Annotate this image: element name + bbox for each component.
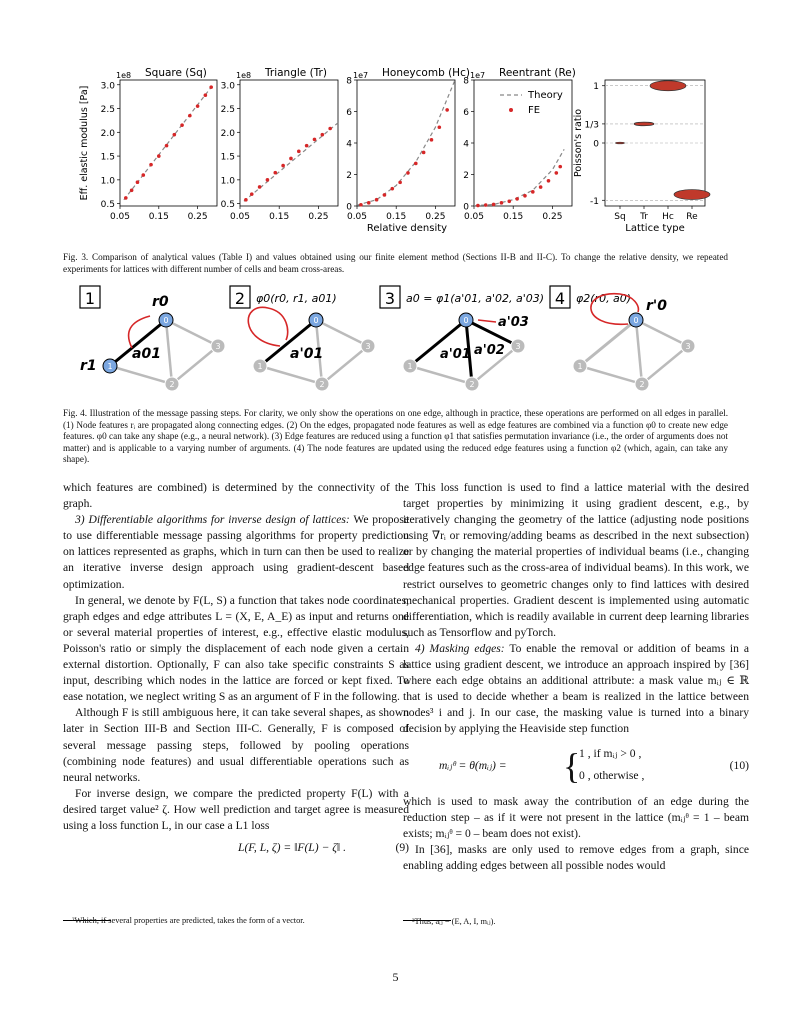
graph-node-label: 2 [639,380,645,389]
equation-10 [403,744,749,790]
x-tick-label: 0.15 [148,212,169,222]
y-tick-label: 1/3 [584,120,599,131]
graph-node-label: 1 [257,362,263,371]
fe-point [422,151,426,155]
fig4-panel-4 [550,286,695,391]
graph-edge [172,346,218,384]
legend [500,90,563,116]
panel-number: 2 [234,289,246,308]
fe-point [507,199,511,203]
axis-exponent: 1e8 [236,71,252,80]
graph-edge [260,366,322,384]
violin-Tr [634,122,654,126]
fe-point [476,204,480,208]
section-heading-3: 3) Differentiable algorithms for inverse design of lattices: [75,513,350,527]
right-p4: In [36], masks are only used to remove edges from a graph, since enabling adding edges between all possible nodes would [403,842,749,872]
equation-9-body: L(F, L, ζ) = ‖F(L) − ζ‖ . [238,841,346,855]
plot-title: Reentrant (Re) [499,67,576,79]
y-tick-label: 8 [463,76,469,87]
equation-9-number: (9) [395,841,409,855]
left-p2-text: We propose to use differentiable message passing algorithms for property prediction on lattices represented as graphs, which in turn can then be used to realize an iterative inverse design approach using gradient-descent based optimization. [63,513,409,591]
fe-point [515,197,519,201]
label-r-prime-0: r'0 [646,298,667,314]
graph-node-label: 3 [365,342,371,351]
label-a-prime-02: a'02 [474,343,505,358]
right-p1: This loss function is used to find a lattice material with the desired target properties by minimizing it using gradient descent, e.g., by iteratively changing the geometry of the lattice (adjusting node positions using ∇rᵢ or removing/adding beams as described in the next subsection) or by changing the material properties of individual beams (i.e., changing edge features such as the cross-area of individual beams). In this work, we restrict ourselves to geometric changes only to find lattices with desired mechanical properties. Gradient descent is implemented using automatic differentiation, which is readily available in current deep learning libraries such as Tensorflow and pyTorch. [403,481,749,639]
panel-number: 1 [84,289,96,308]
fe-point [523,194,527,198]
fe-point [209,85,213,89]
fe-point [406,171,410,175]
label-a-prime-01: a'01 [440,347,471,362]
plot-frame [240,80,338,206]
axis-exponent: 1e7 [470,71,486,80]
left-p4: Although F is still ambiguous here, it can take several shapes, as shown later in Section III-B and Section III-C. Generally, F is composed of several message passing steps, followed by pooling operations (combining node features) and usual differentiable operations such as neural networks. [63,706,409,784]
graph-edge [322,346,368,384]
fig4-caption: Fig. 4. Illustration of the message passing steps. For clarity, we only show the operations on one edge, although in practice, these operations are performed on all edges in parallel. (1) Node features rᵢ are propagated along connecting edges. (2) On the edges, propagated node features as well as edge features are combined via a function φ0 to create new edge features. φ0 can take any shape (e.g., a neural network). (3) Edge features are reduced using a function φ1 that satisfies permutation invariance (i.e., the order of arguments does not matter) and is applicable to a varying number of arguments. (4) The node features are updated using the reduced edge features using a function φ2 (which, again, can take any shape). [63,408,728,465]
x-tick-label: 0.25 [308,212,329,222]
fe-point [430,138,434,142]
panel-formula: φ0(r0, r1, a01) [256,292,337,305]
fe-point [130,189,134,193]
fig4-panel-2 [230,286,375,391]
x-tick-label: 0.15 [269,212,290,222]
fe-point [297,150,301,154]
right-p2-text: To enable the removal or addition of beams in a lattice using gradient descent, we introduce an approach inspired by [36] where each edge obtains an additional attribute: a mask value mᵢⱼ ∈ ℝ that is used to decide whether a beam is realized in the lattice between nodes³ i and j. In our case, the masking value is turned into a binary decision by applying the Heaviside step function [403,641,749,736]
y-tick-label: 2 [463,171,469,181]
graph-node-label: 1 [577,362,583,371]
fe-point [367,201,371,205]
y-tick-label: 1 [593,82,599,93]
panel-number: 4 [554,289,566,308]
legend-fe-swatch [509,108,513,112]
x-tick-label: 0.15 [386,212,407,222]
y-tick-label: 4 [346,139,352,150]
graph-node-label: 3 [515,342,521,351]
page-number: 5 [392,970,399,984]
fe-point [547,179,551,183]
fe-point [438,125,442,129]
fe-point [359,203,363,207]
x-tick-label: 0.25 [542,212,563,222]
graph-node-label: 3 [685,342,691,351]
y-tick-label: 2 [346,171,352,181]
fe-point [149,163,153,167]
fig4-panel-3 [380,286,544,391]
fig4-panel-1 [80,286,225,391]
y-tick-label: 1.5 [220,152,235,163]
x-axis-label: Lattice type [625,223,685,234]
y-tick-label: 2.5 [220,105,235,116]
graph-node-label: 2 [169,380,175,389]
fe-point [375,198,379,202]
x-tick-label: 0.05 [346,212,368,222]
label-a01: a01 [132,346,161,362]
y-tick-label: 1.0 [220,176,235,187]
fe-point [398,181,402,185]
theory-curve [474,149,564,205]
fe-point [273,171,277,175]
fig3-panel-5 [573,80,710,234]
fe-point [157,154,161,158]
fe-point [555,171,559,175]
y-tick-label: 1.5 [100,152,115,163]
fig3-panel-1 [79,67,217,222]
graph-edge [580,366,642,384]
plot-title: Triangle (Tr) [265,67,327,79]
fe-point [558,165,562,169]
y-axis-label: Poisson's ratio [573,108,584,178]
y-tick-label: 6 [346,108,352,118]
panel-formula: φ2(r0, a0) [576,292,632,305]
fe-point [492,203,496,207]
fe-point [539,185,543,189]
fe-point [484,203,488,207]
fe-point [141,173,145,177]
x-tick-label: 0.25 [187,212,208,222]
x-tick-label: 0.05 [463,212,485,222]
left-column [63,480,409,862]
plot-frame [357,80,455,206]
fe-point [188,114,192,118]
fe-point [165,144,169,148]
graph-edge [642,346,688,384]
graph-node-label: 2 [469,380,475,389]
equation-10-lhs: mᵢⱼᶿ = θ(mᵢⱼ) = [439,758,507,772]
fe-point [305,144,309,148]
axis-exponent: 1e8 [116,71,132,80]
x-tick-label: Re [686,212,698,222]
fe-point [328,127,332,131]
x-tick-label: 0.15 [503,212,524,222]
fe-point [383,193,387,197]
y-tick-label: 0.5 [220,200,235,211]
fe-point [390,187,394,191]
label-a-prime-03: a'03 [498,315,529,330]
fe-point [258,185,262,189]
y-tick-label: 1.0 [100,176,115,187]
fig3-panel-2 [221,67,338,222]
fe-point [313,138,317,142]
y-tick-label: 2.0 [220,128,235,139]
fig3-panel-3 [346,67,470,234]
graph-node-label: 0 [313,316,319,325]
graph-node-label: 2 [319,380,325,389]
right-column [403,480,749,874]
graph-node-label: 1 [407,362,413,371]
fe-point [124,196,128,200]
plot-title: Square (Sq) [145,67,207,79]
y-tick-label: 2.5 [100,105,115,116]
plot-title: Honeycomb (Hc) [382,67,470,79]
legend-theory-label: Theory [528,90,563,101]
graph-node-label: 0 [633,316,639,325]
x-tick-label: 0.25 [425,212,446,222]
left-footnote: ²Which, if several properties are predicted, takes the form of a vector. [72,916,305,925]
y-tick-label: 0 [463,202,469,213]
left-p3: In general, we denote by F(L, S) a function that takes node coordinates, graph edges and edge attributes L = (X, E, A_E) as input and returns one or several material properties of interest, e.g., effective elastic modulus, Poisson's ratio or simply the displacement of each node given a certain external distortion. Optionally, F can also take specific constraints S as input, describing which nodes in the lattice are forced or kept fixed. To ease notation, we neglect writing S as an argument of F in the following. [63,593,409,704]
label-r0: r0 [152,294,169,310]
x-tick-label: Tr [640,212,648,222]
axis-exponent: 1e7 [353,71,369,80]
graph-edge [110,366,172,384]
right-footnote: ³Thus, aᵢⱼ = (E, A, I, mᵢⱼ). [412,917,496,926]
x-tick-label: Hc [662,212,674,222]
y-tick-label: 2.0 [100,128,115,139]
graph-node-label: 0 [163,316,169,325]
violin-Hc [650,81,686,91]
graph-edge [636,320,688,346]
y-axis-label: Eff. elastic modulus [Pa] [79,85,90,201]
equation-10-number: (10) [729,758,749,772]
graph-edge [166,320,172,384]
left-p5: For inverse design, we compare the predicted property F(L) with a desired target value² ζ. How well prediction and target agree is measured using a loss function L, in our case a L1 loss [63,786,409,832]
y-tick-label: 8 [346,76,352,87]
y-tick-label: 3.0 [220,81,235,92]
y-tick-label: -1 [590,196,599,207]
equation-9 [63,840,409,862]
graph-edge [410,366,472,384]
combine-arrow [248,307,287,346]
fe-point [204,93,208,97]
fe-point [250,192,254,196]
equation-10-case2: 0 , otherwise , [579,768,645,782]
y-tick-label: 4 [463,139,469,150]
graph-edge-01 [580,320,636,366]
fe-point [136,180,140,184]
fe-point [196,104,200,108]
fe-point [244,198,248,202]
panel-number: 3 [384,289,396,308]
x-tick-label: 0.05 [229,212,251,222]
fe-point [281,164,285,168]
x-tick-label: Sq [614,212,626,222]
y-tick-label: 0 [346,202,352,213]
graph-edge [316,320,368,346]
right-p3: which is used to mask away the contribution of an edge during the reduction step – as if it were not present in the lattice (mᵢⱼᶿ = 1 – beam exists; mᵢⱼᶿ = 0 – beam does not exist). [403,794,749,840]
y-tick-label: 0.5 [100,200,115,211]
y-tick-label: 6 [463,108,469,118]
x-axis-label: Relative density [366,223,448,234]
theory-curve [357,80,455,205]
fig3 [60,58,740,240]
violin-Sq [616,142,625,144]
left-p2 [63,512,409,592]
graph-node-label: 0 [463,316,469,325]
legend-fe-label: FE [528,105,541,116]
graph-node-label: 1 [107,362,113,371]
right-p2 [403,641,749,738]
graph-node-label: 3 [215,342,221,351]
violin-Re [674,190,710,200]
fe-point [500,201,504,205]
fe-point [289,157,293,161]
fe-point [414,162,418,166]
reduce-arrow [478,320,496,322]
fe-point [445,108,449,112]
fe-point [531,190,535,194]
left-p1: which features are combined) is determined by the connectivity of the graph. [63,481,409,511]
label-r1: r1 [80,358,97,374]
fig4 [60,282,740,402]
y-tick-label: 0 [593,139,599,150]
fe-point [180,123,184,127]
graph-edge [636,320,642,384]
panel-formula: a0 = φ1(a'01, a'02, a'03) [406,292,545,305]
equation-10-case1: 1 , if mᵢⱼ > 0 , [579,746,642,760]
fe-point [266,178,270,182]
equation-10-brace: { [563,745,581,786]
graph-edge [166,320,218,346]
fig3-caption: Fig. 3. Comparison of analytical values (Table I) and values obtained using our finite element method (Sections II-B and II-C). To change the relative density, we repeated experiments for lattices with different number of cells and beam cross-areas. [63,252,728,274]
y-tick-label: 3.0 [100,81,115,92]
x-tick-label: 0.05 [109,212,131,222]
fe-point [321,133,325,137]
section-heading-4: 4) Masking edges: [415,641,505,655]
label-a-prime-01: a'01 [290,346,324,362]
fe-point [173,133,177,137]
